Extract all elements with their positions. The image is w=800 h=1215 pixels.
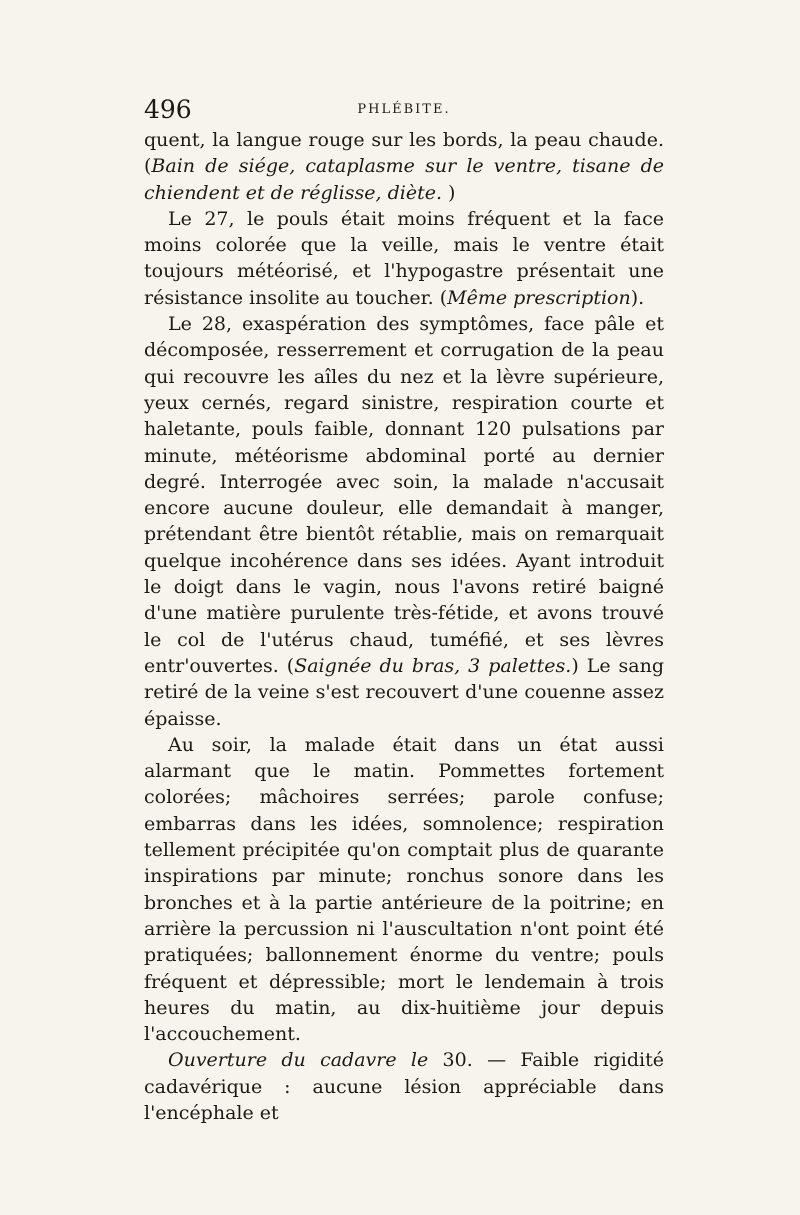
paragraph: [144, 311, 664, 732]
paragraph: [144, 127, 664, 206]
paragraph: [144, 206, 664, 311]
text-run: ): [448, 181, 456, 204]
text-run: ) Le sang retiré de la veine s'est recouvert d'une couenne assez épaisse.: [144, 654, 664, 730]
paragraph: [144, 732, 664, 1048]
italic-prescription: Même prescription: [447, 286, 631, 309]
body-text: [144, 127, 664, 1126]
italic-prescription: Bain de siége, cataplasme sur le ventre, tisane de chiendent et de réglisse, diète.: [144, 155, 664, 204]
text-run: (: [144, 155, 152, 178]
italic-heading: Ouverture du cadavre le: [168, 1049, 429, 1072]
italic-prescription: Saignée du bras, 3 palettes.: [294, 654, 572, 677]
paragraph: [144, 1047, 664, 1126]
text-run: Le 28, exaspération des symptômes, face pâle et décomposée, resserrement et corrugation de la peau qui recouvre les aîles du nez et la lèvre supérieure, yeux cernés, regard sinistre, respiration courte et haletante, pouls faible, donnant 120 pulsations par minute, météorisme abdominal porté au dernier degré. Interrogée avec soin, la malade n'accusait encore aucune douleur, elle demandait à manger, prétendant être bientôt rétablie, mais on remarquait quelque incohérence dans ses idées. Ayant introduit le doigt dans le vagin, nous l'avons retiré baigné d'une matière purulente très-fétide, et avons trouvé le col de l'utérus chaud, tuméfié, et ses lèvres entr'ouvertes. (: [144, 313, 664, 677]
text-run: Le 27, le pouls était moins fréquent et la face moins colorée que la veille, mais le ventre était toujours météorisé, et l'hypogastre présentait une résistance insolite au toucher. (: [144, 207, 664, 309]
running-title: PHLÉBITE.: [357, 102, 451, 117]
text-run: quent, la langue rouge sur les bords, la peau chaude.: [144, 129, 664, 151]
page-header: [144, 96, 664, 124]
text-run: ).: [630, 286, 645, 309]
page-number: 496: [144, 95, 192, 124]
text-run: Au soir, la malade était dans un état aussi alarmant que le matin. Pommettes fortement colorées; mâchoires serrées; parole confuse; embarras dans les idées, somnolence; respiration tellement précipitée qu'on comptait plus de quarante inspirations par minute; ronchus sonore dans les bronches et à la partie antérieure de la poitrine; en arrière la percussion ni l'auscultation n'ont point été pratiquées; ballonnement énorme du ventre; pouls fréquent et dépressible; mort le lendemain à trois heures du matin, au dix-huitième jour depuis l'accouchement.: [144, 733, 664, 1046]
text-run: 30. — Faible rigidité cadavérique : aucune lésion appréciable dans l'encéphale et: [144, 1049, 664, 1124]
